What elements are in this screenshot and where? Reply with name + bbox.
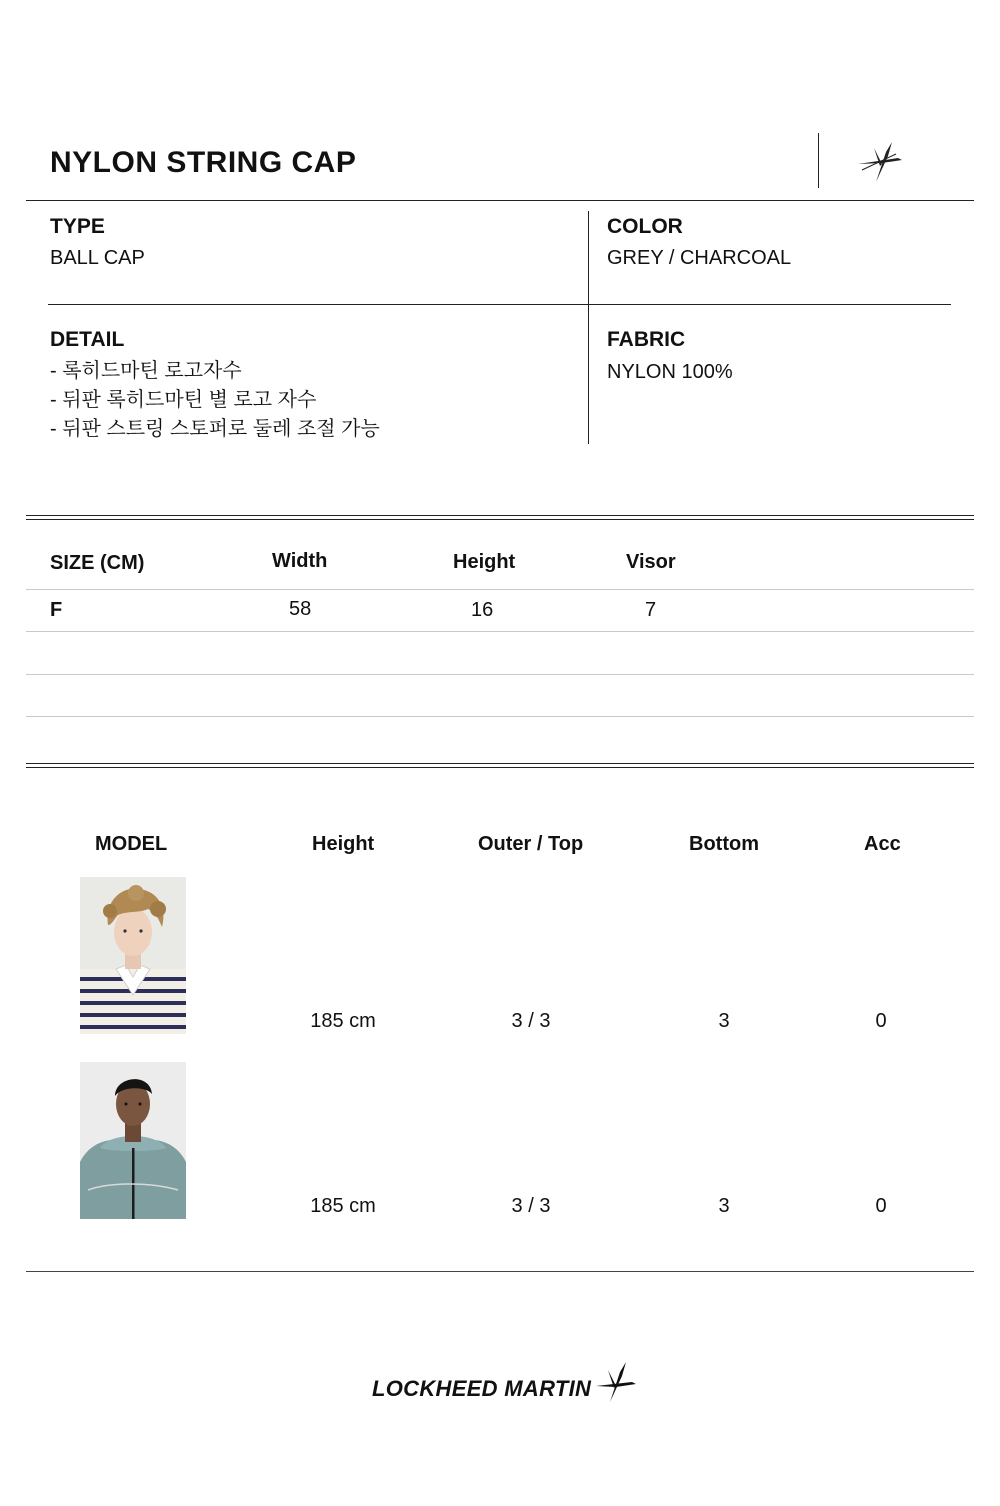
size-row-divider (26, 589, 974, 590)
size-row-width: 58 (289, 598, 312, 620)
size-header-width: Width (272, 550, 328, 572)
detail-item: - 뒤판 록히드마틴 별 로고 자수 (50, 389, 317, 411)
model-2-bottom: 3 (718, 1195, 730, 1217)
size-table-top-rule-1 (26, 515, 974, 516)
info-mid-rule (48, 304, 951, 305)
fabric-value: NYLON 100% (607, 361, 733, 383)
star-icon (594, 1360, 638, 1404)
model-2-height: 185 cm (310, 1195, 376, 1217)
detail-item: - 록히드마틴 로고자수 (50, 360, 242, 382)
size-row-divider (26, 631, 974, 632)
size-header-height: Height (453, 551, 516, 573)
detail-label: DETAIL (50, 328, 125, 351)
model-header-acc: Acc (864, 833, 901, 855)
fabric-label: FABRIC (607, 328, 686, 351)
brand-logo-text: LOCKHEED MARTIN (372, 1376, 592, 1401)
size-table-top-rule-2 (26, 519, 974, 520)
model-1-acc: 0 (875, 1010, 887, 1032)
model-header-outer-top: Outer / Top (478, 833, 584, 855)
info-column-divider (588, 211, 589, 444)
model-header-height: Height (312, 833, 375, 855)
header-divider (818, 133, 819, 188)
size-row-divider (26, 674, 974, 675)
model-2-photo (80, 1062, 186, 1219)
model-1-bottom: 3 (718, 1010, 730, 1032)
model-header-model: MODEL (95, 833, 168, 855)
model-table-bottom-rule (26, 1271, 974, 1272)
model-1-outer-top: 3 / 3 (511, 1010, 551, 1032)
header-rule (26, 200, 974, 201)
detail-list (50, 357, 380, 444)
size-row-size: F (50, 599, 63, 621)
color-label: COLOR (607, 215, 683, 238)
type-label: TYPE (50, 215, 105, 238)
detail-item: - 뒤판 스트링 스토퍼로 둘레 조절 가능 (50, 418, 380, 440)
size-table-bottom-rule-2 (26, 767, 974, 768)
model-1-photo (80, 877, 186, 1034)
page-title: NYLON STRING CAP (50, 146, 357, 179)
size-table-bottom-rule-1 (26, 763, 974, 764)
size-row-visor: 7 (645, 599, 657, 621)
size-row-height: 16 (471, 599, 494, 621)
model-2-outer-top: 3 / 3 (511, 1195, 551, 1217)
model-2-acc: 0 (875, 1195, 887, 1217)
color-value: GREY / CHARCOAL (607, 247, 792, 269)
type-value: BALL CAP (50, 247, 145, 269)
size-header-size: SIZE (CM) (50, 552, 145, 574)
size-header-visor: Visor (626, 551, 676, 573)
model-1-height: 185 cm (310, 1010, 376, 1032)
model-header-bottom: Bottom (689, 833, 759, 855)
star-icon (852, 138, 906, 184)
size-row-divider (26, 716, 974, 717)
